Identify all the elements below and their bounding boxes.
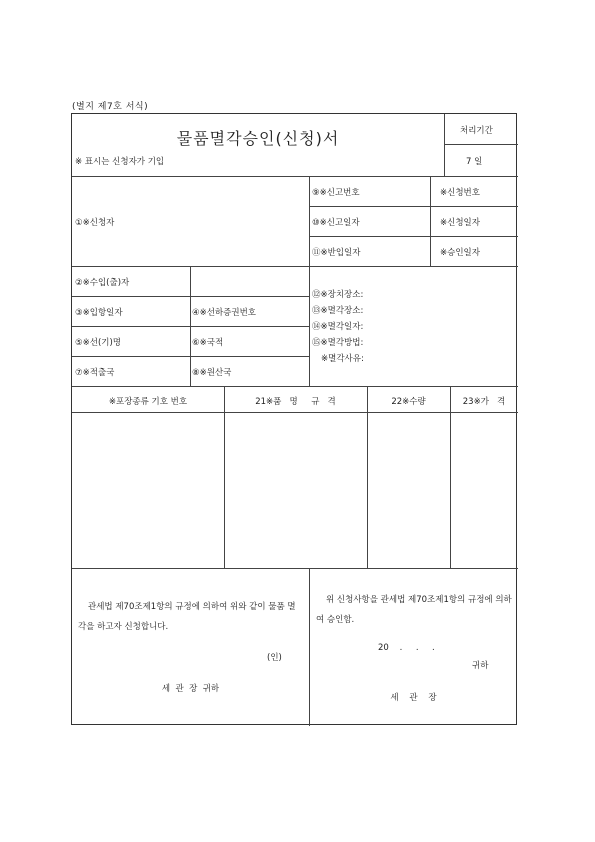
destruction-reason-label: ※멸각사유: (321, 354, 364, 364)
fill-in-note: ※ 표시는 신청자가 기입 (75, 157, 165, 167)
signature-section (72, 568, 516, 726)
declaration-date-label: ⑩※신고일자 (312, 218, 360, 228)
customs-chief-signer: 세 관 장 (390, 693, 437, 703)
application-statement: 관세법 제70조제1항의 규정에 의하여 위와 같이 물품 멸각을 하고자 신청합니다. (78, 602, 296, 632)
import-date-label: ⑪※반입일자 (312, 248, 361, 258)
table-header-package: ※포장종류 기호 번호 (108, 397, 188, 407)
application-number-label: ※신청번호 (440, 188, 480, 198)
application-date-label: ※신청일자 (440, 218, 480, 228)
destruction-date-label: ⑭※멸각일자: (312, 322, 364, 332)
destruction-method-label: ⑮※멸각방법: (312, 338, 364, 348)
declaration-section (72, 176, 516, 266)
table-header-item: 21※품 명 규 격 (255, 397, 336, 407)
approval-date-label: ※승인일자 (440, 248, 480, 258)
destruction-place-label: ⑬※멸각장소: (312, 306, 364, 316)
approval-statement: 위 신청사항을 관세법 제70조제1항의 규정에 의하여 승인함. (316, 595, 512, 625)
approval-addressee: 귀하 (472, 661, 489, 671)
form-title: 물품멸각승인(신청)서 (176, 129, 340, 148)
processing-period-value: 7 일 (466, 157, 483, 167)
application-form (71, 113, 517, 725)
arrival-date-label: ③※입항일자 (75, 308, 123, 318)
table-header-price: 23※가 격 (462, 397, 506, 407)
nationality-label: ⑥※국적 (192, 338, 224, 348)
storage-place-label: ⑫※장치장소: (312, 290, 364, 300)
form-number-label: (별지 제7호 서식) (72, 102, 149, 112)
goods-table (72, 386, 516, 568)
approval-date: 20 . . . (378, 643, 435, 653)
form-header (72, 114, 516, 176)
customs-chief-addressee: 세 관 장 귀하 (161, 684, 220, 694)
applicant-seal: (인) (267, 653, 282, 663)
processing-period-label: 처리기간 (460, 126, 493, 136)
loading-country-label: ⑦※적출국 (75, 368, 115, 378)
vessel-name-label: ⑤※선(기)명 (75, 338, 122, 348)
goods-info-section (72, 266, 516, 386)
declaration-number-label: ⑨※신고번호 (312, 188, 360, 198)
bl-number-label: ④※선하증권번호 (192, 308, 257, 318)
origin-country-label: ⑧※원산국 (192, 368, 232, 378)
applicant-label: ①※신청자 (75, 218, 115, 228)
importer-label: ②※수입(출)자 (75, 278, 130, 288)
table-header-quantity: 22※수량 (391, 397, 426, 407)
